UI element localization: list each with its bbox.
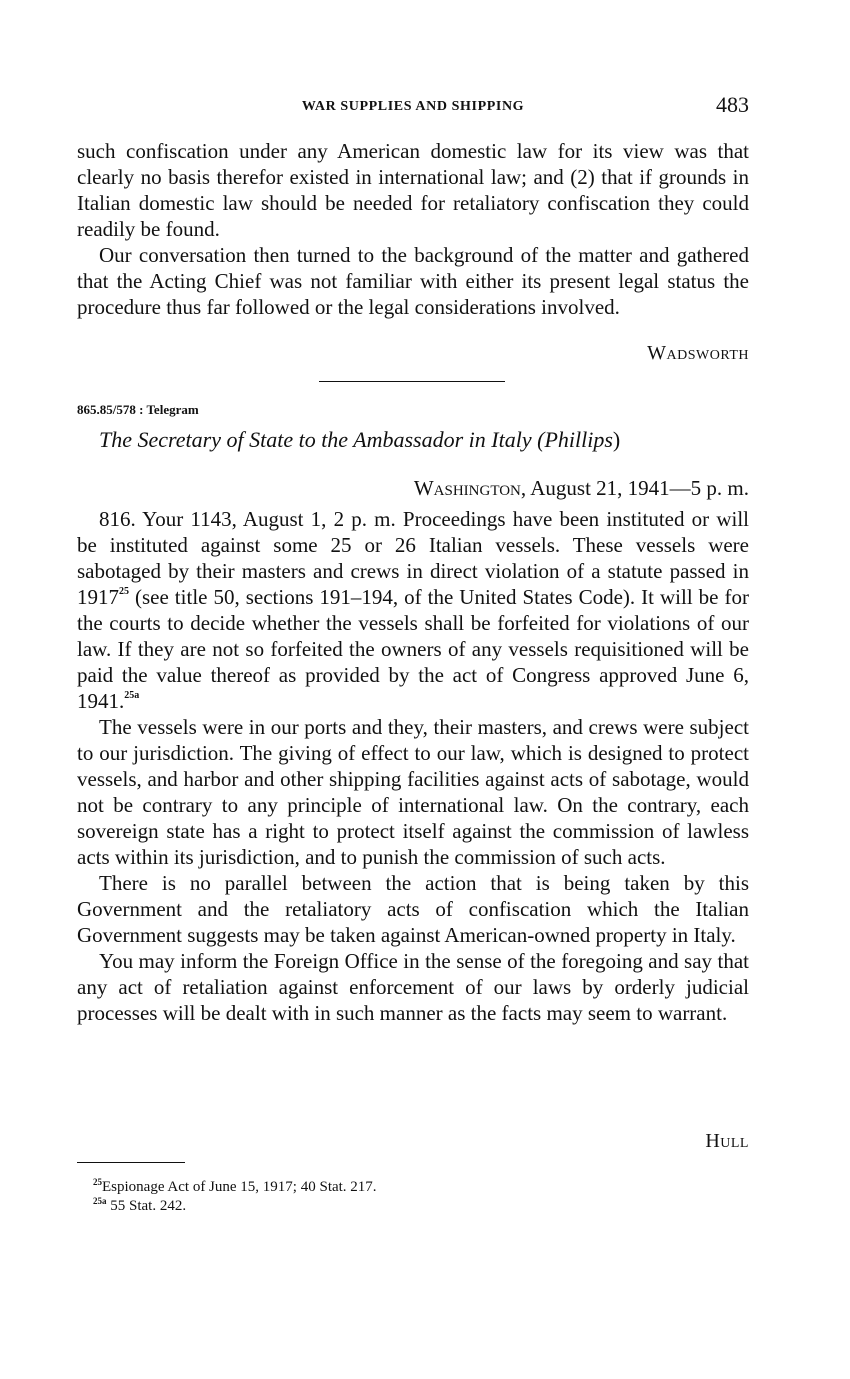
footnote-mark: 25a <box>93 1196 107 1206</box>
signature-hull: Hull <box>705 1130 749 1152</box>
telegram-body <box>77 506 749 1026</box>
paragraph: Our conversation then turned to the background of the matter and gathered that the Acting Chief was not familiar with either its present legal status the procedure thus far followed or the legal considerations involved. <box>77 243 749 319</box>
footnote <box>93 1178 377 1197</box>
footnote-divider <box>77 1162 185 1163</box>
page-number: 483 <box>716 92 749 117</box>
paragraph <box>77 506 749 714</box>
title-close: ) <box>612 427 621 452</box>
dateline-date: August 21, 1941—5 p. m. <box>526 476 749 500</box>
title-name: Phillips <box>544 427 613 452</box>
footnote-ref: 25a <box>124 690 140 701</box>
paragraph: You may inform the Foreign Office in the sense of the foregoing and say that any act of retaliation against enforcement of our laws by orderly judicial processes will be dealt with in such manner as the facts may seem to warrant. <box>77 949 749 1025</box>
document-title <box>77 427 749 453</box>
footnote <box>93 1197 377 1216</box>
section-divider <box>319 381 505 382</box>
footnotes <box>93 1178 377 1216</box>
paragraph-text: 816. Your 1143, August 1, 2 p. m. Proceedings have been instituted or will be instituted against some 25 or 26 Italian vessels. These vessels were sabotaged by their masters and crews in direct violation of a statute passed in 1917 <box>77 507 749 609</box>
title-text: The Secretary of State to the Ambassador in Italy ( <box>99 427 545 452</box>
page-header <box>77 92 749 122</box>
footnote-text: 55 Stat. 242. <box>106 1198 187 1214</box>
running-head: WAR SUPPLIES AND SHIPPING <box>301 99 525 114</box>
continued-text <box>77 138 749 320</box>
signature-wadsworth: Wadsworth <box>647 342 749 364</box>
paragraph: There is no parallel between the action that is being taken by this Government and the retaliatory acts of confiscation which the Italian Government suggests may be taken against American-owned property in Italy. <box>77 871 749 947</box>
footnote-mark: 25 <box>93 1177 102 1187</box>
file-number: 865.85/578 : Telegram <box>77 402 199 417</box>
dateline <box>414 476 749 501</box>
footnote-ref: 25 <box>119 586 129 597</box>
paragraph: The vessels were in our ports and they, their masters, and crews were subject to our jurisdiction. The giving of effect to our law, which is designed to protect vessels, and harbor and other shipping facilities against acts of sabotage, would not be contrary to any principle of international law. On the contrary, each sovereign state has a right to protect itself against the commission of lawless acts within its jurisdiction, and to punish the commission of such acts. <box>77 715 749 869</box>
dateline-place: Washington, <box>413 476 527 500</box>
paragraph-text: (see title 50, sections 191–194, of the United States Code). It will be for the courts to decide whether the vessels shall be forfeited for violations of our law. If they are not so forfeited the owners of any vessels requisitioned will be paid the value thereof as provided by the act of Congress approved June 6, 1941. <box>77 585 749 713</box>
paragraph: such confiscation under any American domestic law for its view was that clearly no basis therefor existed in international law; and (2) that if grounds in Italian domestic law should be needed for retaliatory confiscation they could readily be found. <box>77 139 749 241</box>
footnote-text: Espionage Act of June 15, 1917; 40 Stat. 217. <box>102 1179 377 1195</box>
